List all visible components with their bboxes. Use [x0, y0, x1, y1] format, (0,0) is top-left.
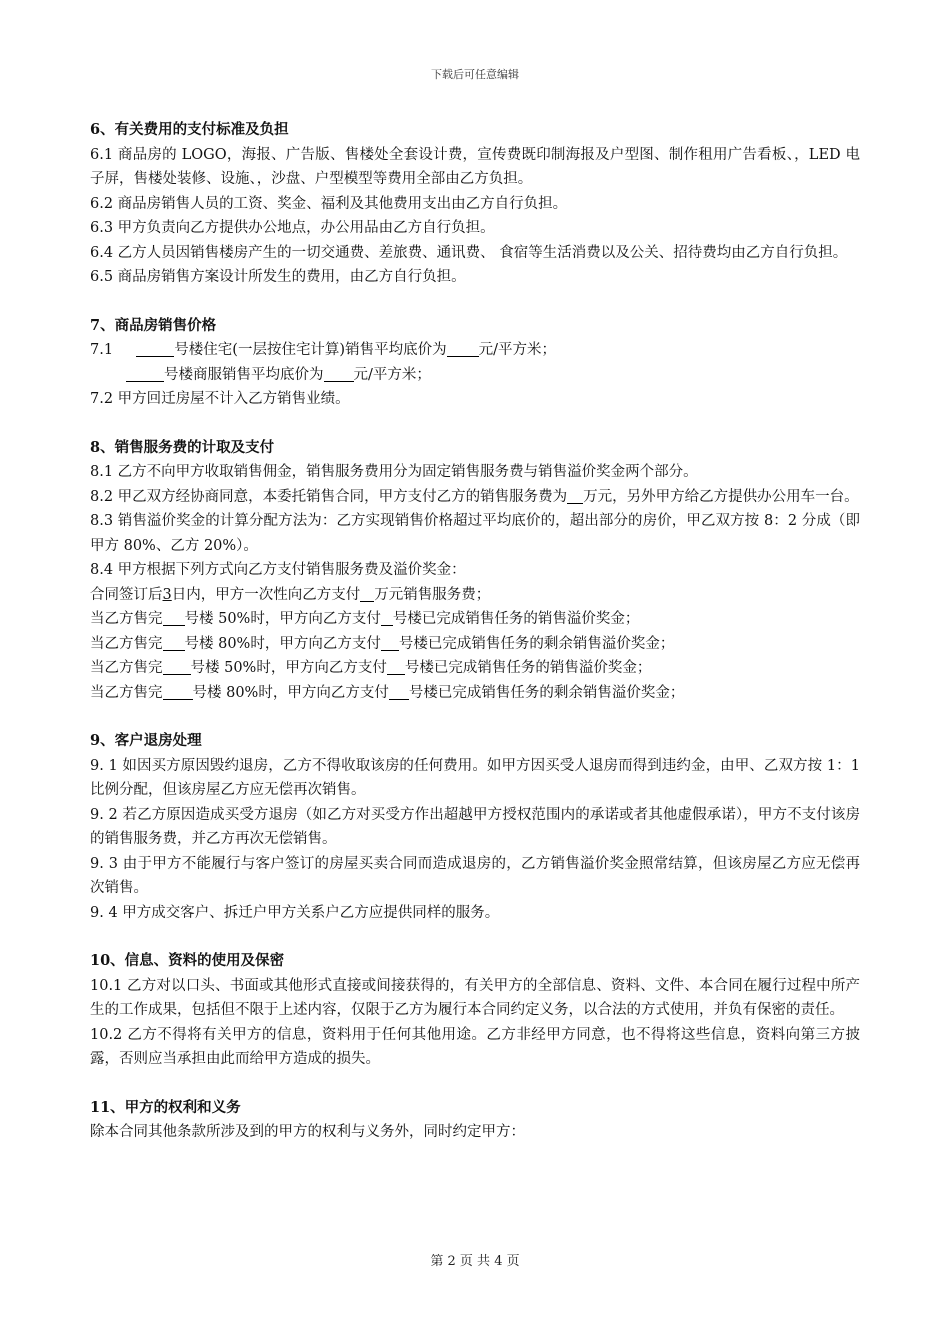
blank-amount	[360, 585, 374, 602]
payment-line-1-text-c: 万元销售服务费；	[374, 586, 491, 603]
clause-8-1: 8.1 乙方不向甲方收取销售佣金，销售服务费用分为固定销售服务费与销售溢价奖金两个部分。	[90, 464, 698, 480]
clause-6-3: 6.3 甲方负责向乙方提供办公地点，办公用品由乙方自行负担。	[90, 220, 495, 236]
blank-building-number	[136, 340, 174, 357]
payment-line-5-text-b: 号楼 80%时，甲方向乙方支付	[192, 684, 389, 701]
section-7-heading: 7、商品房销售价格	[90, 316, 217, 334]
page-footer: 第 2 页 共 4 页	[430, 1254, 520, 1269]
payment-line-2-text-c: 号楼已完成销售任务的销售溢价奖金；	[392, 611, 640, 627]
clause-7-1-commercial-text-a: 号楼商服销售平均底价为	[164, 366, 324, 383]
clause-8-2-text-b: 万元，另外甲方给乙方提供办公用车一台。	[583, 488, 859, 505]
section-8	[90, 436, 860, 706]
section-10-heading: 10、信息、资料的使用及保密	[90, 952, 285, 969]
clause-9-2: 9. 2 若乙方原因造成买受方退房（如乙方对买受方作出超越甲方授权范围内的承诺或者其他虚假承诺），甲方不支付该房的销售服务费，并乙方再次无偿销售。	[90, 806, 860, 847]
section-7	[90, 314, 860, 412]
clause-8-4: 8.4 甲方根据下列方式向乙方支付销售服务费及溢价奖金：	[90, 562, 466, 578]
clause-7-1-text-a: 号楼住宅(一层按住宅计算)销售平均底价为	[174, 342, 447, 358]
clause-10-1: 10.1 乙方对以口头、书面或其他形式直接或间接获得的，有关甲方的全部信息、资料、文件、本合同在履行过程中所产生的工作成果，包括但不限于上述内容，仅限于乙方为履行本合同约定义务，以合法的方式使用，并负有保密的责任。	[90, 977, 860, 1018]
payment-line-5	[90, 681, 860, 706]
section-6-heading: 6、有关费用的支付标准及负担	[90, 121, 289, 138]
blank-building	[387, 658, 405, 675]
section-6	[90, 118, 860, 290]
payment-line-3-text-c: 号楼已完成销售任务的剩余销售溢价奖金；	[398, 635, 675, 652]
payment-line-2	[90, 607, 860, 632]
blank-building	[163, 683, 193, 700]
clause-8-3: 8.3 销售溢价奖金的计算分配方法为：乙方实现销售价格超过平均底价的，超出部分的房价，甲乙双方按 8：2 分成（即甲方 80%、乙方 20%）。	[90, 513, 860, 554]
payment-line-1-text-b: 日内，甲方一次性向乙方支付	[171, 586, 361, 603]
payment-line-4-text-a: 当乙方售完	[90, 660, 163, 676]
clause-7-1-text-b: 元/平方米；	[478, 342, 556, 358]
section-9	[90, 729, 860, 925]
clause-6-1: 6.1 商品房的 LOGO，海报、广告版、售楼处全套设计费，宣传费既印制海报及户型图、制作租用广告看板、，LED 电子屏，售楼处装修、设施、，沙盘、户型模型等费用全部由乙方负担。	[90, 146, 860, 187]
payment-line-3	[90, 632, 860, 657]
clause-8-2-text-a: 8.2 甲乙双方经协商同意，本委托销售合同，甲方支付乙方的销售服务费为	[90, 488, 568, 505]
clause-7-1-commercial	[90, 363, 860, 388]
payment-line-4	[90, 656, 860, 681]
blank-building-number	[126, 365, 164, 382]
payment-line-4-text-c: 号楼已完成销售任务的销售溢价奖金；	[404, 660, 652, 676]
blank-building	[381, 609, 393, 626]
blank-price-commercial	[324, 365, 354, 382]
clause-10-2: 10.2 乙方不得将有关甲方的信息，资料用于任何其他用途。乙方非经甲方同意，也不得将这些信息，资料向第三方披露，否则应当承担由此而给甲方造成的损失。	[90, 1026, 860, 1067]
clause-7-1-commercial-text-b: 元/平方米；	[353, 366, 431, 383]
clause-8-2	[90, 485, 860, 510]
clause-6-5: 6.5 商品房销售方案设计所发生的费用，由乙方自行负担。	[90, 269, 466, 285]
blank-price-residential	[447, 340, 479, 357]
clause-9-3: 9. 3 由于甲方不能履行与客户签订的房屋买卖合同而造成退房的，乙方销售溢价奖金照常结算，但该房屋乙方应无偿再次销售。	[90, 855, 860, 896]
payment-line-3-text-a: 当乙方售完	[90, 635, 163, 652]
payment-line-4-text-b: 号楼 50%时，甲方向乙方支付	[190, 660, 387, 676]
blank-service-fee	[567, 487, 583, 504]
clause-7-2: 7.2 甲方回迁房屋不计入乙方销售业绩。	[90, 391, 350, 407]
blank-building	[389, 683, 409, 700]
payment-line-2-text-a: 当乙方售完	[90, 611, 163, 627]
clause-9-4: 9. 4 甲方成交客户、拆迁户甲方关系户乙方应提供同样的服务。	[90, 904, 500, 921]
section-11-heading: 11、甲方的权利和义务	[90, 1098, 241, 1116]
clause-11-intro: 除本合同其他条款所涉及到的甲方的权利与义务外，同时约定甲方：	[90, 1124, 525, 1140]
clause-7-1-number: 7.1	[90, 342, 114, 358]
section-11	[90, 1096, 860, 1145]
document-body	[90, 118, 860, 1169]
section-9-heading: 9、客户退房处理	[90, 732, 202, 749]
payment-line-5-text-a: 当乙方售完	[90, 684, 163, 701]
payment-line-1	[90, 583, 860, 608]
page-header: 下载后可任意编辑	[431, 68, 519, 81]
blank-building	[163, 634, 185, 651]
section-10	[90, 949, 860, 1072]
payment-line-3-text-b: 号楼 80%时，甲方向乙方支付	[184, 635, 381, 652]
payment-line-5-text-c: 号楼已完成销售任务的剩余销售溢价奖金；	[408, 684, 685, 701]
blank-building	[381, 634, 399, 651]
blank-building	[163, 658, 191, 675]
clause-6-2: 6.2 商品房销售人员的工资、奖金、福利及其他费用支出由乙方自行负担。	[90, 195, 568, 212]
blank-building	[163, 609, 185, 626]
clause-6-4: 6.4 乙方人员因销售楼房产生的一切交通费、差旅费、通讯费、 食宿等生活消费以及公关、招待费均由乙方自行负担。	[90, 244, 848, 261]
payment-line-2-text-b: 号楼 50%时，甲方向乙方支付	[184, 611, 381, 627]
clause-7-1	[90, 338, 860, 363]
section-8-heading: 8、销售服务费的计取及支付	[90, 438, 275, 456]
days-value: 3	[162, 586, 172, 603]
payment-line-1-text-a: 合同签订后	[90, 586, 163, 603]
clause-9-1: 9. 1 如因买方原因毁约退房，乙方不得收取该房的任何费用。如甲方因买受人退房而得到违约金，由甲、乙双方按 1：1 比例分配，但该房屋乙方应无偿再次销售。	[90, 757, 860, 798]
